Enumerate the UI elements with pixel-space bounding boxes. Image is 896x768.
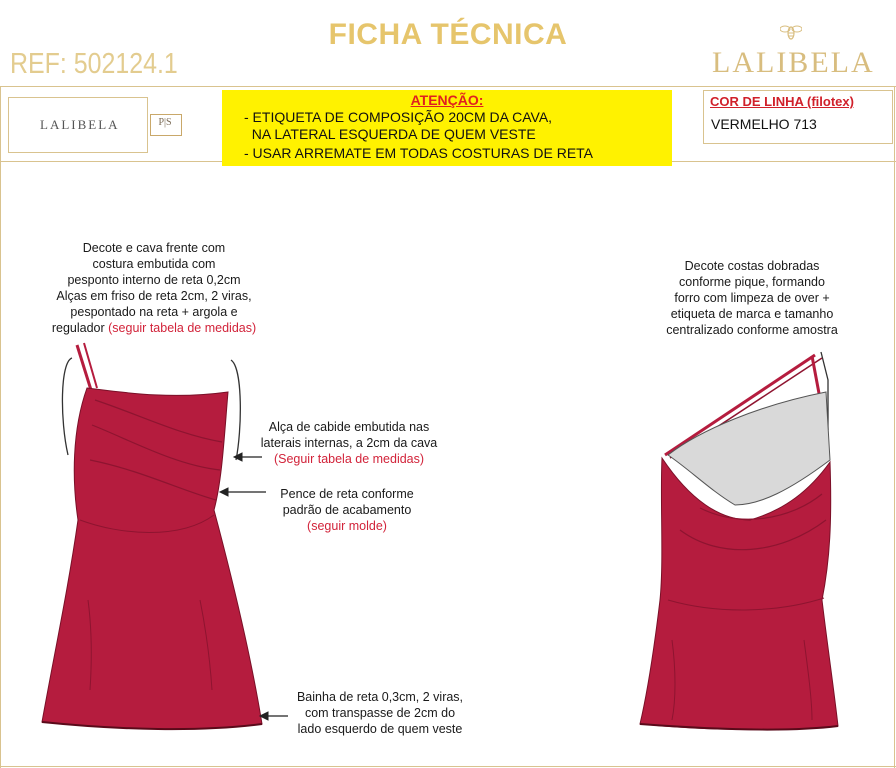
front-hanger-loop-right [231, 360, 240, 460]
front-strap-left-b [84, 343, 97, 388]
front-strap-left-a [77, 345, 91, 390]
monogram-text: P|S [158, 117, 172, 128]
attention-line: - ETIQUETA DE COMPOSIÇÃO 20CM DA CAVA, [244, 109, 553, 125]
hanger-note-red: (Seguir tabela de medidas) [273, 452, 425, 466]
hanger-arrow-head [234, 453, 242, 461]
front-note-red: (seguir tabela de medidas) [108, 321, 257, 335]
dart-note: Pence de reta conforme padrão de acabamento (seguir molde) [262, 486, 432, 534]
hem-note: Bainha de reta 0,3cm, 2 viras, com transpasse de 2cm do lado esquerdo de quem veste [296, 690, 464, 736]
front-hanger-loop-left [62, 358, 72, 455]
page-title: FICHA TÉCNICA [328, 18, 568, 51]
front-view-garment [42, 343, 262, 729]
back-neckline-note: Decote costas dobradas conforme pique, formando forro com limpeza de over + etiqueta de marca e tamanho centralizado conforme amostra [666, 259, 838, 337]
reference-code: REF: 502124.1 [10, 48, 178, 80]
dart-arrow-head [220, 488, 228, 496]
front-neckline-note: Decote e cava frente com costura embutida com pesponto interno de reta 0,2cm Alças em friso de reta 2cm, 2 viras, pespontado na reta + argola e regulador (seguir tabela de medidas) [51, 241, 257, 335]
dart-note-red: (seguir molde) [307, 519, 387, 533]
front-body [42, 388, 262, 729]
logo-text: LALIBELA [40, 117, 120, 132]
attention-line: NA LATERAL ESQUERDA DE QUEM VESTE [244, 126, 536, 142]
hanger-loop-note: Alça de cabide embutida nas laterais internas, a 2cm da cava (Seguir tabela de medidas) [246, 419, 452, 467]
thread-color-heading: COR DE LINHA (filotex) [710, 94, 854, 109]
thread-color-value: VERMELHO 713 [711, 116, 817, 132]
attention-line: - USAR ARREMATE EM TODAS COSTURAS DE RETA [244, 145, 594, 161]
back-view-garment [640, 352, 838, 730]
back-lining [668, 392, 830, 505]
attention-heading: ATENÇÃO: [410, 92, 484, 108]
brand-wordmark: LALIBELA [712, 46, 875, 79]
